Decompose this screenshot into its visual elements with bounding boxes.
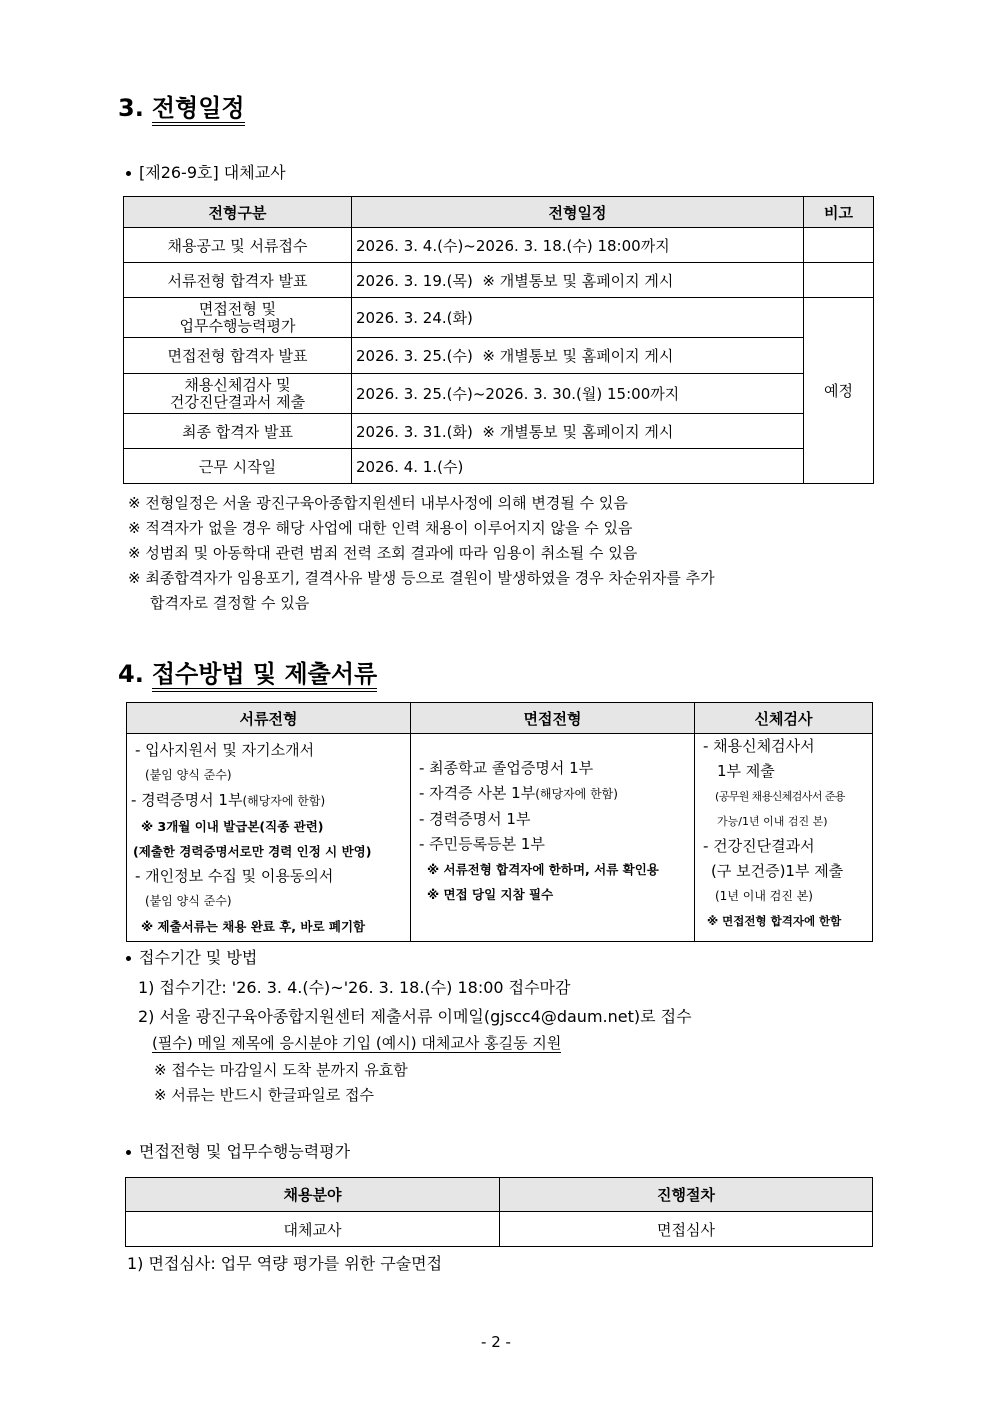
list-item-note: 가능/1년 이내 검진 본) xyxy=(717,815,828,828)
interview-heading xyxy=(126,1139,350,1162)
note-continuation: 합격자로 결정할 수 있음 xyxy=(150,594,310,612)
section-4-title: 접수방법 및 제출서류 xyxy=(152,660,377,692)
list-item: - 채용신체검사서 xyxy=(703,737,815,755)
method-item: 2) 서울 광진구육아종합지원센터 제출서류 이메일(gjscc4@daum.net)로 접수 xyxy=(138,1007,692,1026)
period-item: 1) 접수기간: '26. 3. 4.(수)~'26. 3. 18.(수) 18:00 접수마감 xyxy=(138,978,571,997)
header-procedure: 진행절차 xyxy=(500,1178,873,1212)
list-item: - 건강진단결과서 xyxy=(703,837,815,855)
note: ※ 최종합격자가 임용포기, 결격사유 발생 등으로 결원이 발생하였을 경우 차순위자를 추가 xyxy=(128,569,715,587)
header-field: 채용분야 xyxy=(126,1178,500,1212)
list-item: (구 보건증)1부 제출 xyxy=(711,862,844,880)
table-header-row xyxy=(124,197,874,228)
table-row xyxy=(126,1212,873,1247)
schedule-notes xyxy=(128,491,715,616)
section-3-title: 전형일정 xyxy=(152,94,245,126)
stage-cell xyxy=(124,374,352,414)
medical-cell xyxy=(695,734,873,942)
list-item-note: ※ 면접 당일 지참 필수 xyxy=(427,887,554,902)
table-row xyxy=(124,374,874,414)
table-header-row xyxy=(127,703,873,734)
required-note xyxy=(152,1032,561,1053)
list-item: - 주민등록등본 1부 xyxy=(419,835,545,853)
section-4-number: 4. xyxy=(118,660,144,688)
period-heading xyxy=(126,945,257,968)
section-3-heading xyxy=(118,88,245,123)
list-item-text: - 경력증명서 1부 xyxy=(131,791,243,809)
interview-heading-text: 면접전형 및 업무수행능력평가 xyxy=(139,1142,351,1161)
list-item-note: (공무원 채용신체검사서 준용 xyxy=(715,790,845,803)
interview-footnote: 1) 면접심사: 업무 역량 평가를 위한 구술면접 xyxy=(127,1254,443,1273)
list-item-note: ※ 면접전형 합격자에 한함 xyxy=(707,914,842,928)
bullet-icon xyxy=(126,171,131,176)
stage-cell: 최종 합격자 발표 xyxy=(124,414,352,449)
table-header-row xyxy=(126,1178,873,1212)
stage-cell: 면접전형 합격자 발표 xyxy=(124,338,352,374)
page-number: - 2 - xyxy=(481,1333,511,1351)
list-item-note: (해당자에 한함) xyxy=(535,787,618,801)
note: ※ 성범죄 및 아동학대 관련 범죄 전력 조회 결과에 따라 임용이 취소될 수 있음 xyxy=(128,544,638,562)
list-item: 1부 제출 xyxy=(717,762,775,780)
header-document-screening: 서류전형 xyxy=(127,703,411,734)
interview-cell xyxy=(411,734,695,942)
stage-cell xyxy=(124,298,352,338)
schedule-cell: 2026. 3. 25.(수) ※ 개별통보 및 홈페이지 게시 xyxy=(352,338,804,374)
table-row xyxy=(124,414,874,449)
period-note: ※ 접수는 마감일시 도착 분까지 유효함 xyxy=(154,1061,408,1079)
procedure-cell: 면접심사 xyxy=(500,1212,873,1247)
section-3-number: 3. xyxy=(118,94,144,122)
subheading-text: [제26-9호] 대체교사 xyxy=(139,163,286,182)
stage-line: 업무수행능력평가 xyxy=(179,316,296,335)
list-item-note: (제출한 경력증명서로만 경력 인정 시 반영) xyxy=(133,844,372,859)
table-row xyxy=(124,298,874,338)
remark-cell xyxy=(804,263,874,298)
stage-cell: 근무 시작일 xyxy=(124,449,352,484)
period-heading-text: 접수기간 및 방법 xyxy=(139,948,258,967)
list-item-note: ※ 3개월 이내 발급본(직종 관련) xyxy=(141,819,324,834)
schedule-cell: 2026. 3. 31.(화) ※ 개별통보 및 홈페이지 게시 xyxy=(352,414,804,449)
section-3-subheading xyxy=(126,160,286,183)
stage-cell: 채용공고 및 서류접수 xyxy=(124,228,352,263)
list-item-note: (해당자에 한함) xyxy=(242,794,326,808)
list-item: - 입사지원서 및 자기소개서 xyxy=(135,741,315,759)
schedule-cell: 2026. 3. 24.(화) xyxy=(352,298,804,338)
list-item xyxy=(419,781,694,807)
list-item-note: ※ 서류전형 합격자에 한하며, 서류 확인용 xyxy=(427,862,659,877)
schedule-cell: 2026. 3. 4.(수)~2026. 3. 18.(수) 18:00까지 xyxy=(352,228,804,263)
note: ※ 전형일정은 서울 광진구육아종합지원센터 내부사정에 의해 변경될 수 있음 xyxy=(128,494,628,512)
list-item: - 최종학교 졸업증명서 1부 xyxy=(419,759,594,777)
list-item: - 경력증명서 1부 xyxy=(419,810,531,828)
table-row xyxy=(124,449,874,484)
period-note: ※ 서류는 반드시 한글파일로 접수 xyxy=(154,1086,375,1104)
header-interview: 면접전형 xyxy=(411,703,695,734)
stage-line: 채용신체검사 및 xyxy=(184,375,291,394)
header-medical: 신체검사 xyxy=(695,703,873,734)
schedule-cell: 2026. 4. 1.(수) xyxy=(352,449,804,484)
schedule-cell: 2026. 3. 25.(수)~2026. 3. 30.(월) 15:00까지 xyxy=(352,374,804,414)
list-item-note: (붙임 양식 준수) xyxy=(145,768,232,782)
bullet-icon xyxy=(126,956,131,961)
document-screening-cell xyxy=(127,734,411,942)
schedule-cell: 2026. 3. 19.(목) ※ 개별통보 및 홈페이지 게시 xyxy=(352,263,804,298)
documents-table xyxy=(126,702,873,942)
required-note-text: (필수) 메일 제목에 응시분야 기입 (예시) 대체교사 홍길동 지원 xyxy=(152,1034,562,1052)
schedule-table xyxy=(123,196,874,484)
bullet-icon xyxy=(126,1150,131,1155)
remark-cell xyxy=(804,228,874,263)
list-item-note: (1년 이내 검진 본) xyxy=(715,889,813,903)
remark-cell: 예정 xyxy=(804,298,874,484)
header-remark: 비고 xyxy=(804,197,874,228)
note: ※ 적격자가 없을 경우 해당 사업에 대한 인력 채용이 이루어지지 않을 수 있음 xyxy=(128,519,633,537)
stage-line: 건강진단결과서 제출 xyxy=(169,392,306,411)
list-item-note: (붙임 양식 준수) xyxy=(145,894,232,908)
table-row xyxy=(124,338,874,374)
list-item-note: ※ 제출서류는 채용 완료 후, 바로 폐기함 xyxy=(141,919,366,934)
list-item xyxy=(131,788,410,814)
table-row xyxy=(124,228,874,263)
list-item-text: - 자격증 사본 1부 xyxy=(419,784,536,802)
table-row xyxy=(124,263,874,298)
header-schedule: 전형일정 xyxy=(352,197,804,228)
list-item: - 개인정보 수집 및 이용동의서 xyxy=(135,867,334,885)
interview-table xyxy=(125,1177,873,1247)
table-row xyxy=(127,734,873,942)
section-4-heading xyxy=(118,654,377,689)
stage-line: 면접전형 및 xyxy=(198,299,277,318)
field-cell: 대체교사 xyxy=(126,1212,500,1247)
header-stage: 전형구분 xyxy=(124,197,352,228)
stage-cell: 서류전형 합격자 발표 xyxy=(124,263,352,298)
